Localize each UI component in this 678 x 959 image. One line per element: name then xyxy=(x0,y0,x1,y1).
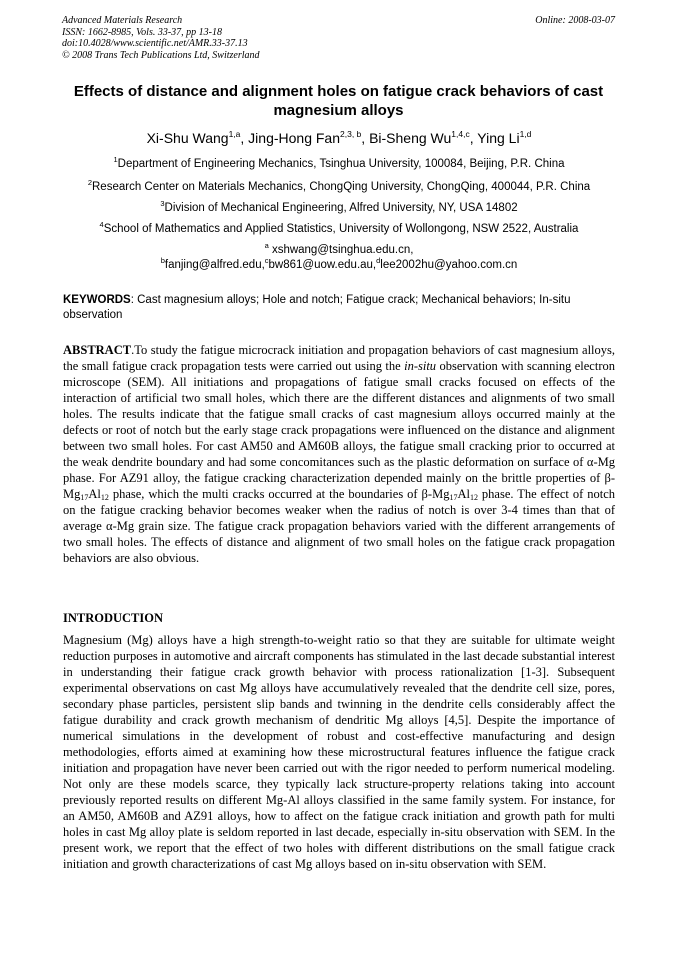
paper-title: Effects of distance and alignment holes on fatigue crack behaviors of cast magnesium alloys xyxy=(73,83,604,119)
email-a[interactable]: xshwang@tsinghua.edu.cn, xyxy=(268,244,414,256)
keywords-label: KEYWORDS xyxy=(63,294,131,306)
affiliation-text: School of Mathematics and Applied Statistics, University of Wollongong, NSW 2522, Australia xyxy=(103,223,579,235)
email-mark: c xyxy=(264,256,269,265)
abstract-text: .To study the fatigue microcrack initiation and propagation behaviors of cast magnesium alloys, the small fatigue crack propagation tests were carried out using the xyxy=(63,343,615,373)
author-name: Jing-Hong Fan xyxy=(248,130,340,146)
affiliation-3 xyxy=(20,201,658,215)
affiliation-text: Research Center on Materials Mechanics, ChongQing University, ChongQing, 400044, P.R. China xyxy=(92,181,591,193)
keywords xyxy=(63,293,615,323)
abstract-text: Al xyxy=(457,487,470,501)
affiliation-mark: 1 xyxy=(113,155,118,164)
author-affiliation-mark: 2,3, b xyxy=(340,129,362,139)
journal-header xyxy=(62,15,260,61)
abstract-italic: in-situ xyxy=(404,359,437,373)
abstract-text: phase, which the multi cracks occurred at the boundaries of β-Mg xyxy=(108,487,450,501)
copyright-line: © 2008 Trans Tech Publications Ltd, Switzerland xyxy=(62,49,260,61)
affiliation-text: Division of Mechanical Engineering, Alfred University, NY, USA 14802 xyxy=(164,202,518,214)
affiliation-2 xyxy=(20,180,658,194)
affiliation-mark: 3 xyxy=(160,199,165,208)
issn-line: ISSN: 1662-8985, Vols. 33-37, pp 13-18 xyxy=(62,26,222,38)
abstract-subscript: 12 xyxy=(100,493,109,502)
email-b[interactable]: fanjing@alfred.edu, xyxy=(164,259,265,271)
author-affiliation-mark: 1,d xyxy=(519,129,532,139)
author-separator: , xyxy=(240,130,249,146)
author-affiliation-mark: 1,a xyxy=(228,129,241,139)
affiliation-text: Department of Engineering Mechanics, Tsinghua University, 100084, Beijing, P.R. China xyxy=(117,158,565,170)
email-mark: a xyxy=(264,241,269,250)
email-d[interactable]: lee2002hu@yahoo.com.cn xyxy=(380,259,518,271)
online-date: Online: 2008-03-07 xyxy=(535,15,615,26)
abstract-text: Al xyxy=(88,487,101,501)
author-name: Ying Li xyxy=(477,130,520,146)
email-c[interactable]: bw861@uow.edu.au, xyxy=(268,259,377,271)
author-name: Bi-Sheng Wu xyxy=(369,130,452,146)
affiliation-1 xyxy=(20,157,658,171)
abstract xyxy=(63,342,615,566)
author-separator: , xyxy=(469,130,478,146)
author-separator: , xyxy=(361,130,370,146)
affiliation-mark: 2 xyxy=(87,178,92,187)
affiliation-mark: 4 xyxy=(99,220,104,229)
author-list xyxy=(40,130,638,147)
abstract-subscript: 12 xyxy=(469,493,478,502)
abstract-text: observation with scanning electron microscope (SEM). All initiations and propagations of fatigue small cracks focused on effects of the interaction of artificial two small holes, which there are the different distances and alignments of two small holes. The results indicate that the fatigue small cracks of cast magnesium alloys occurred mainly at the defects or root of notch but the early stage crack propagations were influenced on the distance and alignment between two small holes. For cast AM50 and AM60B alloys, the fatigue small cracking prior to occurred at the weak dendrite boundary and had some concomitances such as the plastic deformation on surface of α-Mg phase. For AZ91 alloy, the fatigue cracking characterization depended mainly on the brittle properties of β-Mg xyxy=(63,359,615,501)
email-mark: d xyxy=(376,256,381,265)
keywords-text: : Cast magnesium alloys; Hole and notch; Fatigue crack; Mechanical behaviors; In-situ observation xyxy=(63,294,571,321)
abstract-label: ABSTRACT xyxy=(63,343,132,357)
affiliation-4 xyxy=(20,222,658,236)
email-mark: b xyxy=(160,256,165,265)
abstract-text: phase. The effect of notch on the fatigue cracking behavior becomes weaker when the radius of notch is over 3-4 times than that of average α-Mg grain size. The fatigue crack propagation behaviors varied with the different arrangements of two small holes. The effects of distance and alignment of two small holes on the fatigue crack propagation behaviors are also obvious. xyxy=(63,487,616,565)
email-line-1 xyxy=(20,243,658,257)
journal-name: Advanced Materials Research xyxy=(62,15,183,26)
author-affiliation-mark: 1,4,c xyxy=(451,129,470,139)
abstract-subscript: 17 xyxy=(449,493,458,502)
introduction-paragraph: Magnesium (Mg) alloys have a high strength-to-weight ratio so that they are suitable for ultimate weight reduction purposes in automotive and aircraft components has stimulated in the last decade substantial interest in understanding their fatigue crack growth behavior with process rationalization [1-3]. Subsequent experimental observations on cast Mg alloys have accumulatively revealed that the dendrite cell size, pores, secondary phase particles, persistent slip bands and twinning in the dendrite cells considerably affect the fatigue durability and crack growth mechanism of dendritic Mg alloys [4,5]. Despite the importance of numerical simulations in the development of robust and cost-effective manufacturing and design methodologies, efforts aimed at examining how these microstructural features influence the fatigue crack initiation and propagation have never been carried out with the rigor needed to perform numerical modeling. Not only are these models scarce, they typically lack structure-property relations taking into account previously reported results on different Mg-Al alloys classified in the same family system. For instance, for an AM50, AM60B and AZ91 alloys, how to affect on the fatigue crack initiation and growth path for multi holes in cast Mg alloy plate is seldom reported in last decade, especially in-situ observation with SEM. In the present work, we report that the effect of two holes with different distributions on the small fatigue crack initiation and growth characterizations of cast Mg alloys based on in-situ observation with SEM. xyxy=(63,633,615,871)
introduction-heading: INTRODUCTION xyxy=(63,611,164,625)
abstract-subscript: 17 xyxy=(80,493,89,502)
doi-line: doi:10.4028/www.scientific.net/AMR.33-37.13 xyxy=(62,38,248,49)
author-name: Xi-Shu Wang xyxy=(146,130,229,146)
email-line-2 xyxy=(20,258,658,272)
